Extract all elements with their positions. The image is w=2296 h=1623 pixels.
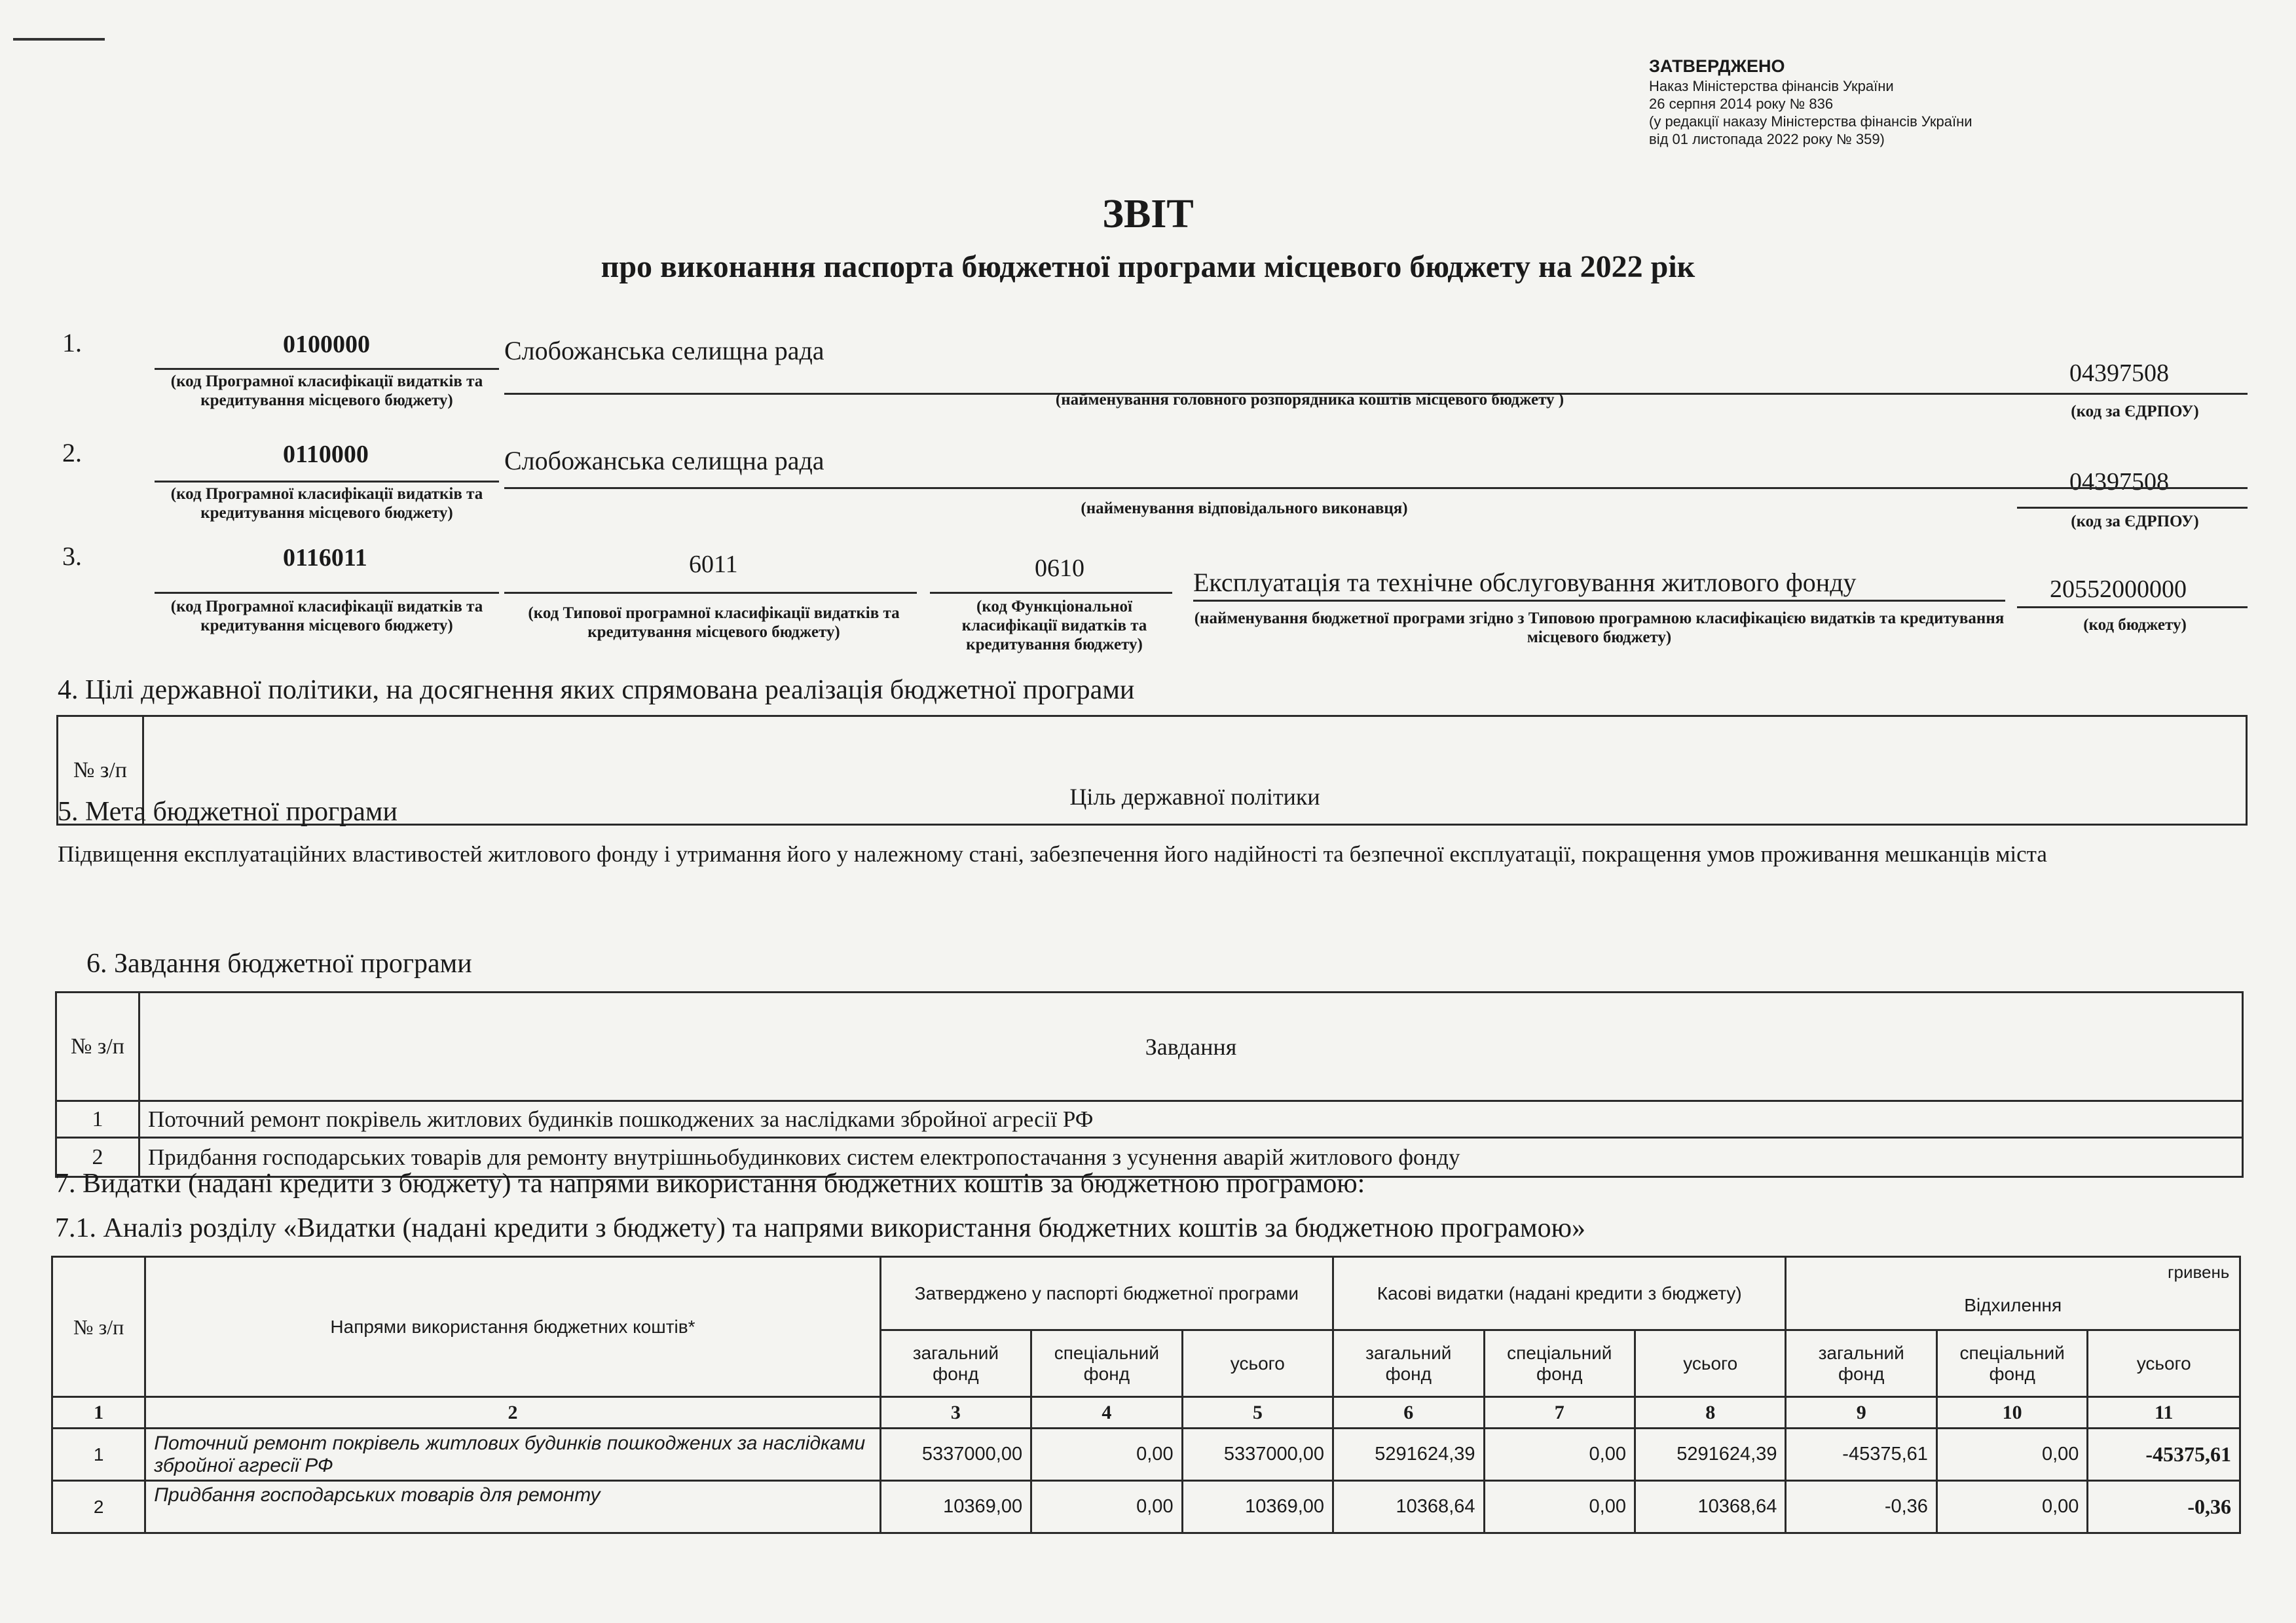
row1-edrpou-caption: (код за ЄДРПОУ) [2071,403,2199,420]
row3-budget-caption: (код бюджету) [2083,616,2187,634]
approval-line: (у редакції наказу Міністерства фінансів України [1649,113,1972,130]
row3-code-caption: (код Програмної класифікації видатків та кредитування місцевого бюджету) [170,598,483,634]
approval-block [1649,55,1972,148]
exp-row-value: 10368,64 [1333,1481,1484,1533]
exp-group-deviation: Відхилення [1786,1257,2240,1330]
exp-colnum: 10 [1936,1397,2087,1429]
exp-colnum: 2 [145,1397,880,1429]
exp-row-value: -0,36 [2088,1481,2240,1533]
approval-title: ЗАТВЕРДЖЕНО [1649,56,1785,76]
exp-row-value: 10369,00 [1182,1481,1333,1533]
row2-code-caption: (код Програмної класифікації видатків та кредитування місцевого бюджету) [170,485,483,522]
exp-col-total: усього [1182,1330,1333,1397]
row2-edrpou-caption: (код за ЄДРПОУ) [2071,513,2199,530]
exp-row-value: 10368,64 [1635,1481,1785,1533]
exp-col-special: спеціальний фонд [1031,1330,1182,1397]
exp-colnum: 9 [1786,1397,1936,1429]
row3-code: 0116011 [283,544,367,572]
row1-name: Слобожанська селищна рада [504,336,824,365]
task-row-text: Поточний ремонт покрівель житлових будинків пошкоджених за наслідками збройної агресії РФ [139,1101,2243,1138]
exp-row-number: 2 [52,1481,145,1533]
exp-group-approved: Затверджено у паспорті бюджетної програми [880,1257,1333,1330]
goals-col-number: № з/п [58,716,143,825]
row3-name-caption: (найменування бюджетної програми згідно з Типовою програмною класифікацією видатків та кредитування місцевого бюджету) [1194,610,2005,646]
row2-name-caption: (найменування відповідального виконавця) [1081,500,1408,517]
row3-budget-code: 20552000000 [2050,575,2187,603]
row2-code: 0110000 [283,441,369,468]
row1-code: 0100000 [283,331,370,358]
exp-row-value: 5291624,39 [1333,1429,1484,1481]
exp-colnum: 1 [52,1397,145,1429]
exp-colnum: 8 [1635,1397,1785,1429]
expenses-table [51,1256,2241,1534]
exp-row-direction: Придбання господарських товарів для ремонту [145,1481,880,1533]
exp-row-value: 0,00 [1031,1481,1182,1533]
exp-row-value: 5337000,00 [1182,1429,1333,1481]
exp-col-direction: Напрями використання бюджетних коштів* [145,1257,880,1397]
row1-name-caption: (найменування головного розпорядника коштів місцевого бюджету ) [1055,391,1565,409]
row2-number: 2. [62,438,82,467]
exp-row-value: 0,00 [1936,1429,2087,1481]
exp-col-total: усього [1635,1330,1785,1397]
exp-col-number: № з/п [52,1257,145,1397]
scan-mark [13,38,105,41]
exp-row-value: 5291624,39 [1635,1429,1785,1481]
report-subtitle: про виконання паспорта бюджетної програми місцевого бюджету на 2022 рік [601,249,1695,284]
row3-func-caption: (код Функціональної класифікації видатків та кредитування бюджету) [961,598,1147,653]
report-title: ЗВІТ [1102,192,1194,236]
row3-number: 3. [62,541,82,571]
task-row-number: 2 [56,1138,139,1177]
exp-row-value: 0,00 [1484,1429,1635,1481]
exp-col-general: загальний фонд [1333,1330,1484,1397]
tasks-table [55,991,2244,1178]
approval-line: від 01 листопада 2022 року № 359) [1649,131,1885,147]
exp-row-value: 0,00 [1031,1429,1182,1481]
section4-heading: 4. Цілі державної політики, на досягнення яких спрямована реалізація бюджетної програми [58,675,1135,705]
approval-line: Наказ Міністерства фінансів України [1649,78,1894,94]
exp-group-cash: Касові видатки (надані кредити з бюджету) [1333,1257,1786,1330]
exp-col-total: усього [2088,1330,2240,1397]
row1-code-caption: (код Програмної класифікації видатків та кредитування місцевого бюджету) [170,373,483,409]
tasks-col-number: № з/п [56,993,139,1101]
exp-col-special: спеціальний фонд [1936,1330,2087,1397]
task-row-number: 1 [56,1101,139,1138]
exp-row-value: -0,36 [1786,1481,1936,1533]
row1-edrpou: 04397508 [2069,359,2169,387]
row3-typical-code: 6011 [689,551,738,578]
exp-row-direction: Поточний ремонт покрівель житлових будинків пошкоджених за наслідками збройної агресії РФ [145,1429,880,1481]
row2-edrpou: 04397508 [2069,468,2169,496]
row3-func-code: 0610 [1035,555,1084,582]
exp-col-general: загальний фонд [880,1330,1031,1397]
row2-name: Слобожанська селищна рада [504,446,824,475]
exp-colnum: 3 [880,1397,1031,1429]
approval-line: 26 серпня 2014 року № 836 [1649,96,1834,112]
exp-row-value: 5337000,00 [880,1429,1031,1481]
row1-number: 1. [62,328,82,357]
goals-col-goal: Ціль державної політики [143,716,2247,825]
section5-goal-text: Підвищення експлуатаційних властивостей житлового фонду і утримання його у належному стані, забезпечення його надійності та безпечної експлуатації, покращення умов проживання мешканців міста [58,841,2047,867]
exp-row-number: 1 [52,1429,145,1481]
exp-row-value: 0,00 [1484,1481,1635,1533]
exp-row-value: -45375,61 [2088,1429,2240,1481]
exp-row-value: -45375,61 [1786,1429,1936,1481]
exp-row-value: 10369,00 [880,1481,1031,1533]
section7-heading: 7. Видатки (надані кредити з бюджету) та напрями використання бюджетних коштів за бюджетною програмою: [55,1169,1365,1199]
tasks-col-task: Завдання [139,993,2243,1101]
exp-col-special: спеціальний фонд [1484,1330,1635,1397]
exp-colnum: 6 [1333,1397,1484,1429]
section71-heading: 7.1. Аналіз розділу «Видатки (надані кредити з бюджету) та напрями використання бюджетних коштів за бюджетною програмою» [55,1213,1586,1243]
exp-colnum: 7 [1484,1397,1635,1429]
section5-heading: 5. Мета бюджетної програми [58,797,398,827]
task-row-text: Придбання господарських товарів для ремонту внутрішньобудинкових систем електропостачання з усунення аварій житлового фонду [139,1138,2243,1177]
exp-colnum: 4 [1031,1397,1182,1429]
exp-colnum: 11 [2088,1397,2240,1429]
row3-program-name: Експлуатація та технічне обслуговування житлового фонду [1193,568,1857,597]
row3-typical-caption: (код Типової програмної класифікації видатків та кредитування місцевого бюджету) [528,604,900,641]
exp-colnum: 5 [1182,1397,1333,1429]
currency-label: гривень [2168,1262,2230,1282]
exp-row-value: 0,00 [1936,1481,2087,1533]
exp-col-general: загальний фонд [1786,1330,1936,1397]
section6-heading: 6. Завдання бюджетної програми [86,949,472,979]
